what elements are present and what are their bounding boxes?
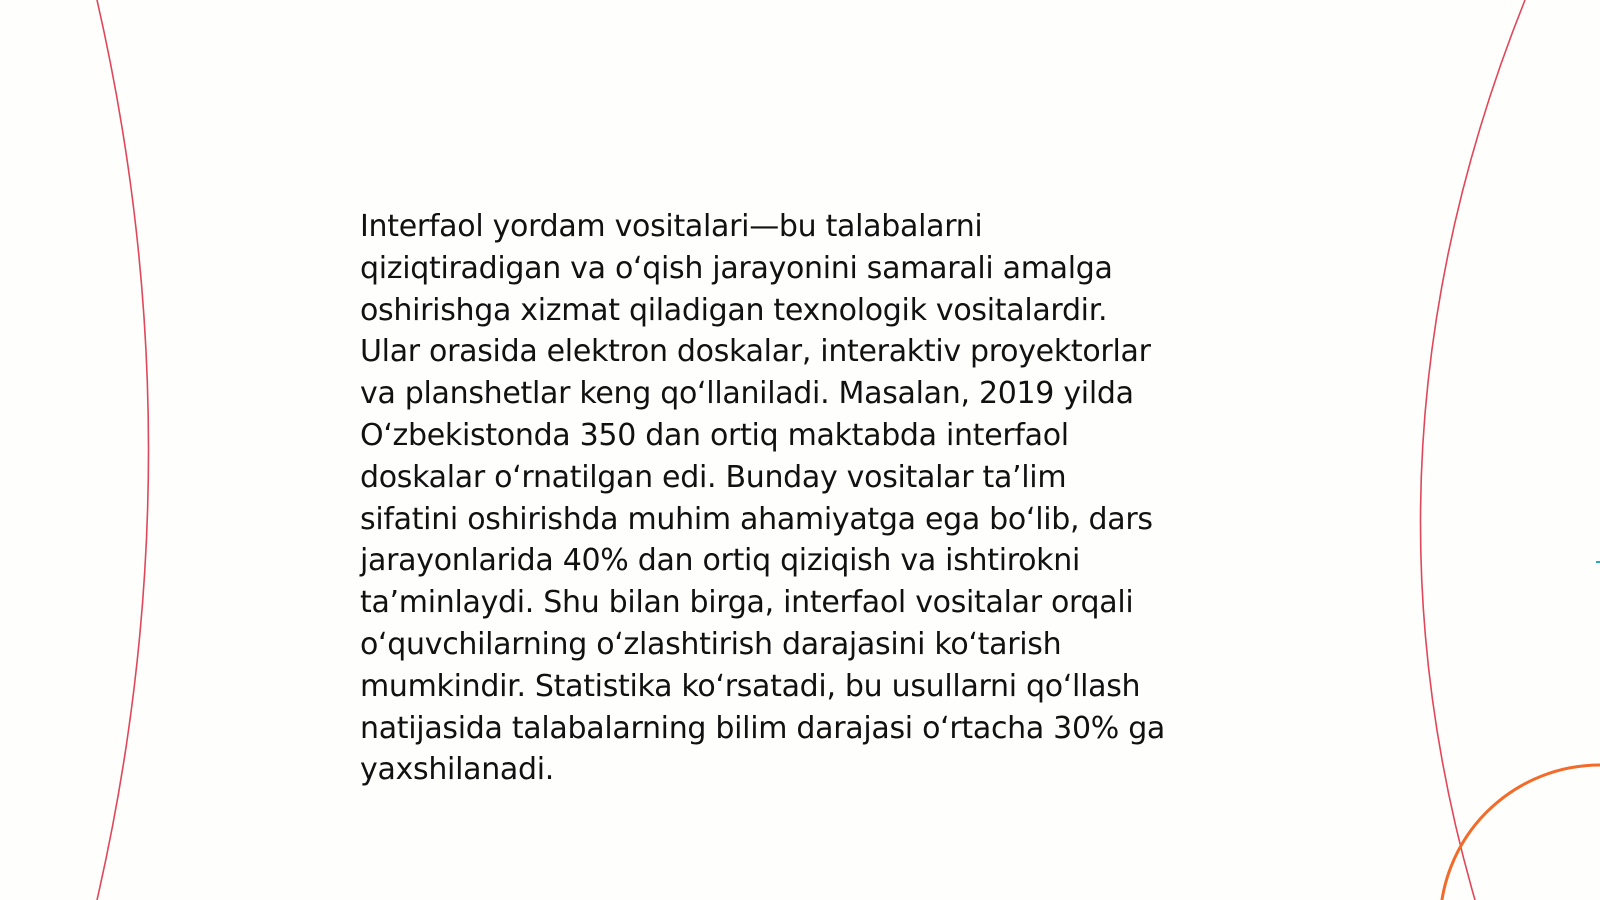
- text-line: doskalar o‘rnatilgan edi. Bunday vositalar ta’lim: [360, 459, 1067, 495]
- text-line: mumkindir. Statistika ko‘rsatadi, bu usullarni qo‘llash: [360, 668, 1141, 704]
- text-line: o‘quvchilarning o‘zlashtirish darajasini ko‘tarish: [360, 626, 1062, 662]
- orange-circle-arc: [1440, 765, 1600, 900]
- text-line: yaxshilanadi.: [360, 752, 555, 788]
- left-red-arc: [97, 0, 149, 900]
- text-line: O‘zbekistonda 350 dan ortiq maktabda interfaol: [360, 417, 1069, 453]
- text-line: ta’minlaydi. Shu bilan birga, interfaol vositalar orqali: [360, 585, 1134, 621]
- right-red-arc: [1420, 0, 1525, 900]
- text-line: Interfaol yordam vositalari—bu talabalarni: [360, 209, 983, 244]
- text-line: jarayonlarida 40% dan ortiq qiziqish va ishtirokni: [360, 543, 1080, 579]
- text-line: natijasida talabalarning bilim darajasi o‘rtacha 30% ga: [360, 710, 1166, 746]
- text-line: Ular orasida elektron doskalar, interaktiv proyektorlar: [360, 334, 1151, 370]
- text-line: qiziqtiradigan va o‘qish jarayonini samarali amalga: [360, 250, 1113, 286]
- slide-body-text: [360, 206, 1260, 791]
- text-line: oshirishga xizmat qiladigan texnologik vositalardir.: [360, 292, 1108, 328]
- text-line: sifatini oshirishda muhim ahamiyatga ega bo‘lib, dars: [360, 501, 1153, 537]
- text-line: va planshetlar keng qo‘llaniladi. Masalan, 2019 yilda: [360, 376, 1134, 412]
